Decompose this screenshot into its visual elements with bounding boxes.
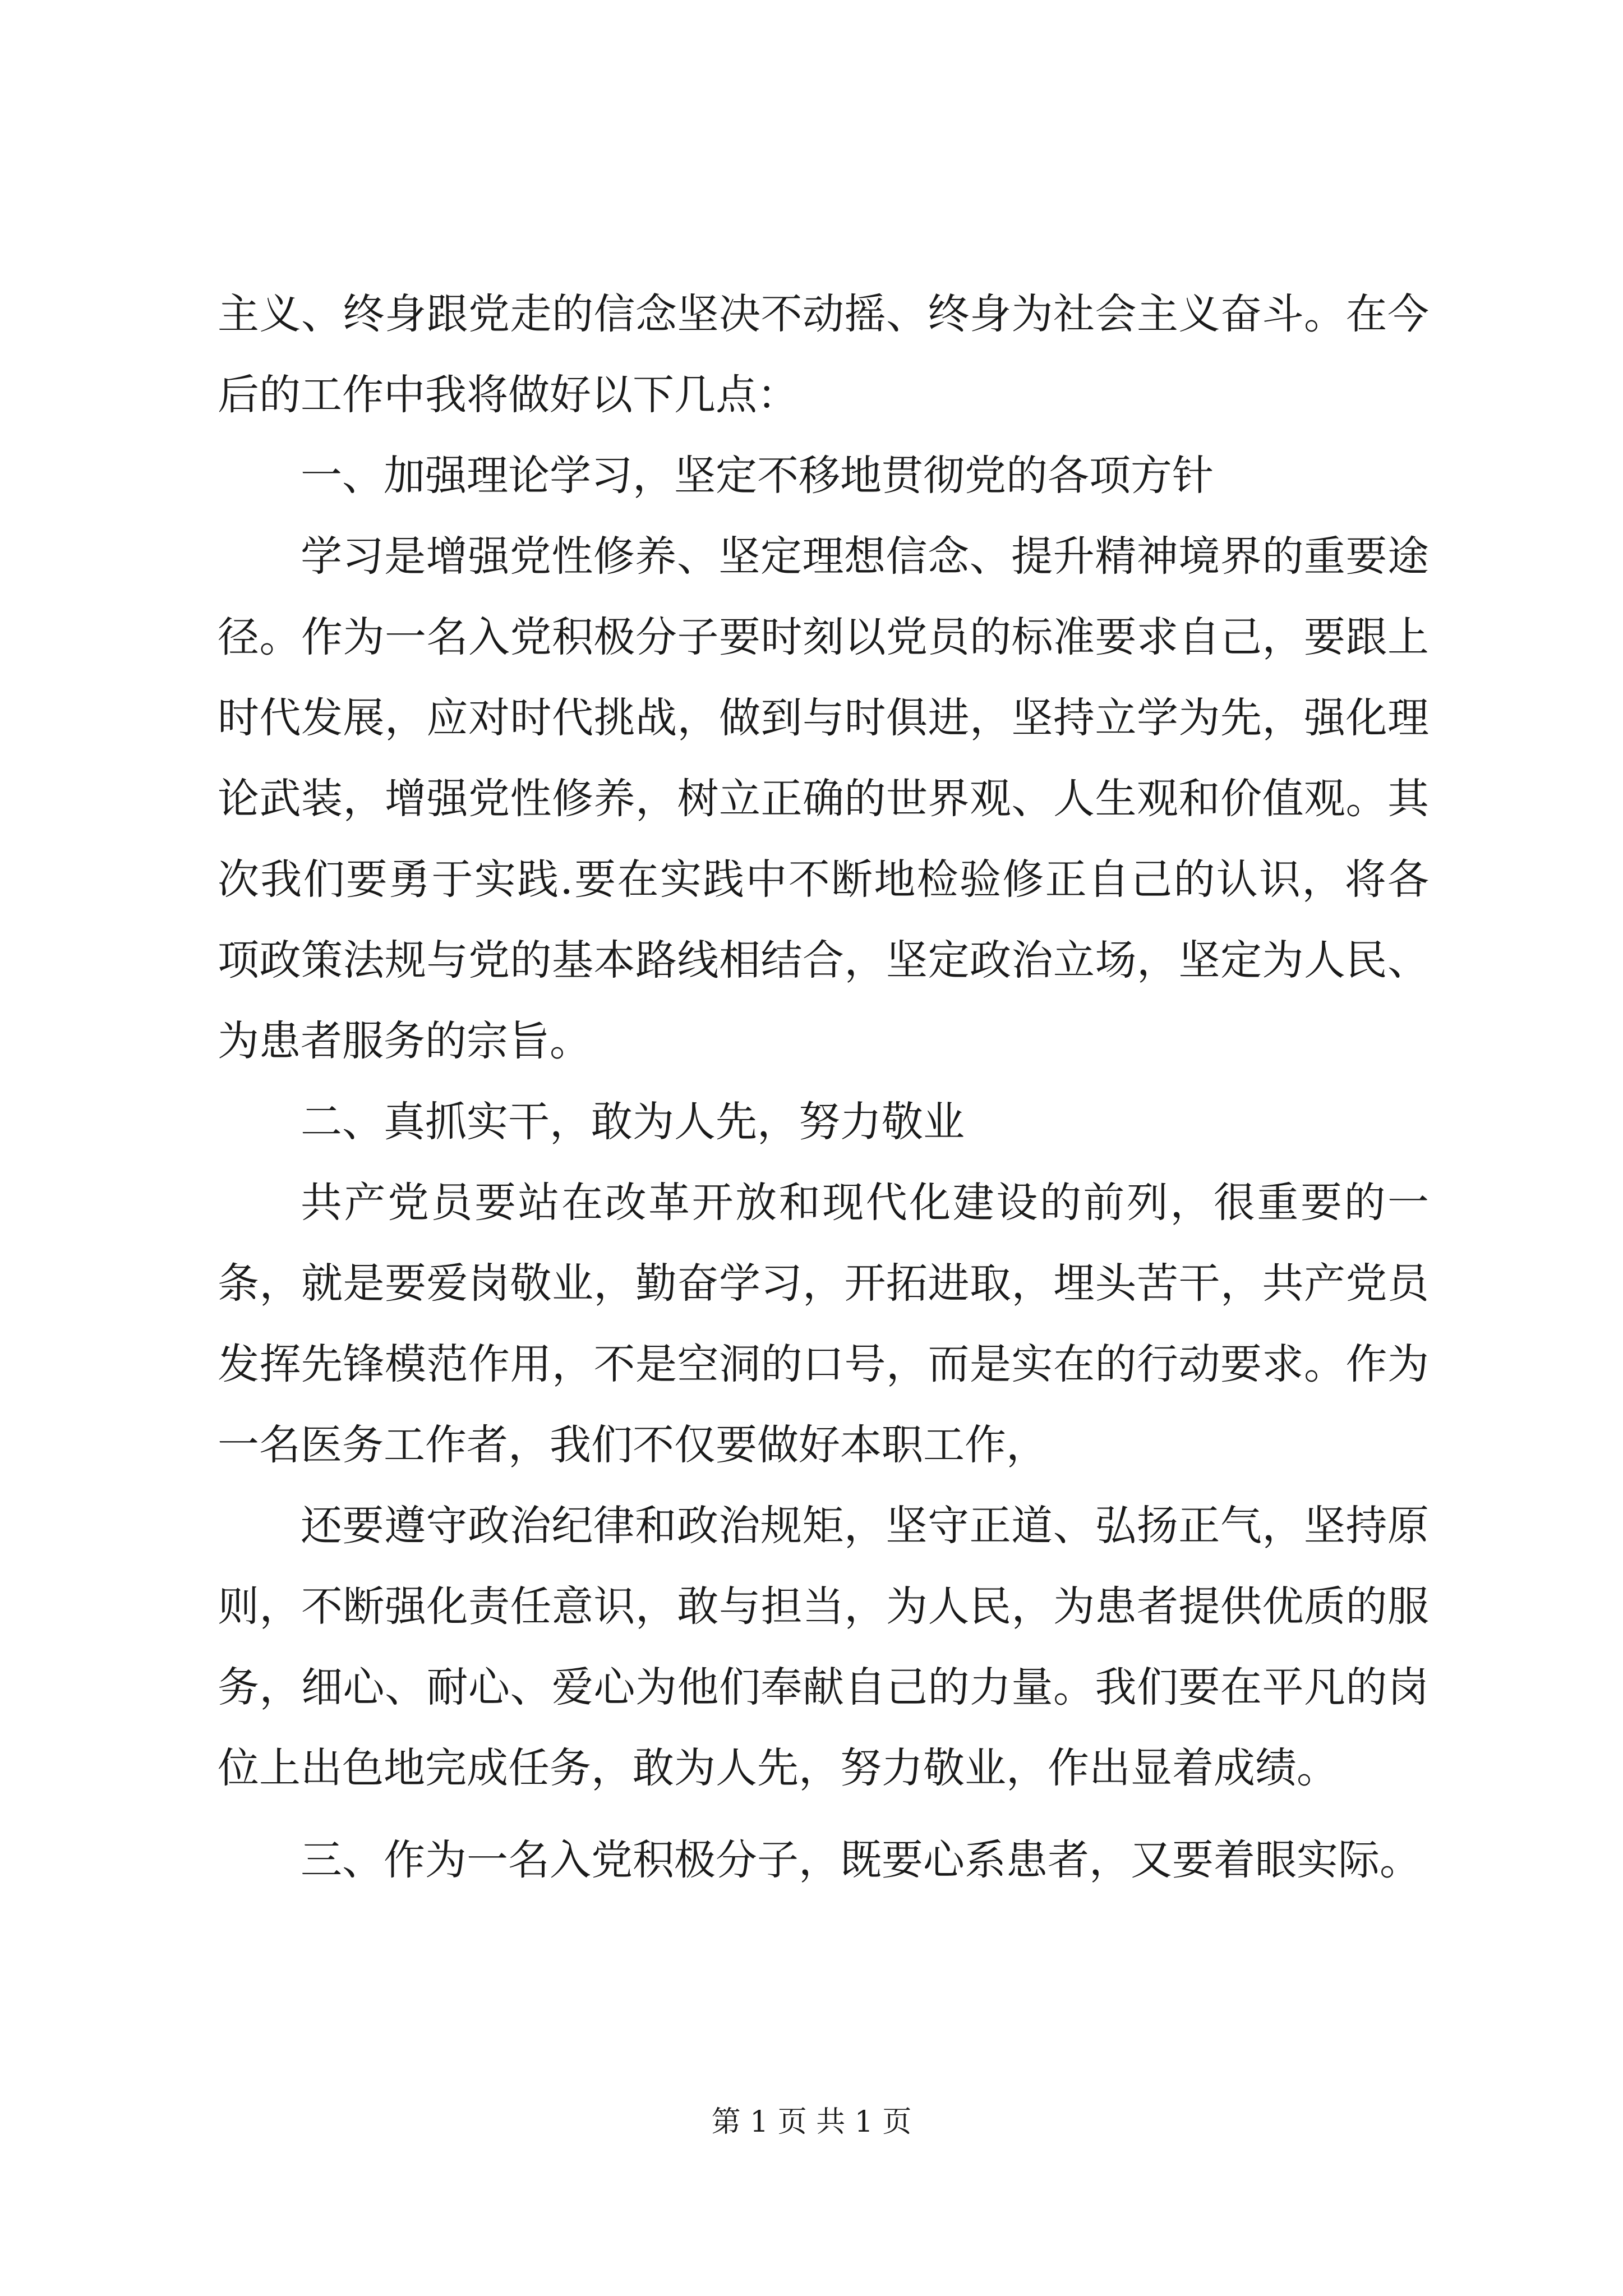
section-heading-2: 二、真抓实干，敢为人先，努力敬业 bbox=[301, 1098, 965, 1146]
page-footer bbox=[0, 2102, 1623, 2142]
section-heading-1: 一、加强理论学习，坚定不移地贯彻党的各项方针 bbox=[301, 452, 1214, 500]
paragraph-study: 学习是增强党性修养、坚定理想信念、提升精神境界的重要途径。作为一名入党积极分子要时刻以党员的标准要求自己，要跟上时代发展，应对时代挑战，做到与时俱进，坚持立学为先，强化理论武装，增强党性修养，树立正确的世界观、人生观和价值观。其次我们要勇于实践.要在实践中不断地检验修正自己的认识，将各项政策法规与党的基本路线相结合，坚定政治立场，坚定为人民、为患者服务的宗旨。 bbox=[218, 532, 1429, 1065]
section-heading-3: 三、作为一名入党积极分子，既要心系患者，又要着眼实际。 bbox=[301, 1836, 1421, 1884]
paragraph-discipline: 还要遵守政治纪律和政治规矩，坚守正道、弘扬正气，坚持原则，不断强化责任意识，敢与担当，为人民，为患者提供优质的服务，细心、耐心、爱心为他们奉献自己的力量。我们要在平凡的岗位上出色地完成任务，敢为人先，努力敬业，作出显着成绩。 bbox=[218, 1502, 1429, 1792]
document-body bbox=[218, 274, 1429, 1901]
paragraph-party-members: 共产党员要站在改革开放和现代化建设的前列，很重要的一条，就是要爱岗敬业，勤奋学习，开拓进取，埋头苦干，共产党员发挥先锋模范作用，不是空洞的口号，而是实在的行动要求。作为一名医务工作者，我们不仅要做好本职工作， bbox=[218, 1179, 1429, 1469]
paragraph-continuation: 主义、终身跟党走的信念坚决不动摇、终身为社会主义奋斗。在今后的工作中我将做好以下几点： bbox=[218, 290, 1429, 419]
page-indicator: 第 1 页 共 1 页 bbox=[711, 2105, 912, 2139]
